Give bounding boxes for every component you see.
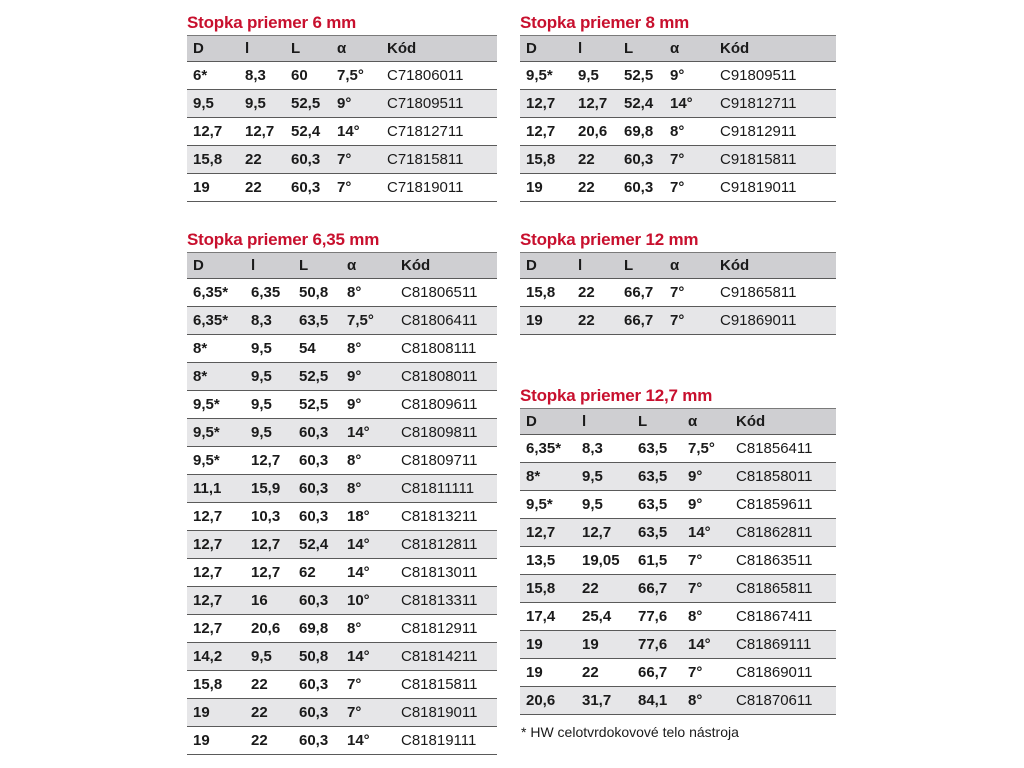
cell-l-small: 8,3: [239, 62, 285, 90]
cell-kod: C81812811: [395, 531, 497, 559]
cell-kod: C81858011: [730, 463, 836, 491]
table-row: [187, 503, 497, 531]
cell-d: 19: [520, 631, 576, 659]
cell-d: 15,8: [520, 146, 572, 174]
header-row: [187, 253, 497, 279]
cell-kod: C81867411: [730, 603, 836, 631]
cell-kod: C71819011: [381, 174, 497, 202]
cell-d: 19: [187, 699, 245, 727]
cell-l-large: 52,5: [618, 62, 664, 90]
cell-d: 8*: [520, 463, 576, 491]
cell-kod: C81819111: [395, 727, 497, 755]
cell-kod: C91869011: [714, 307, 836, 335]
data-table: [187, 252, 497, 755]
table-row: [520, 435, 836, 463]
cell-l-large: 60,3: [293, 503, 341, 531]
cell-alpha: 9°: [341, 391, 395, 419]
table-row: [520, 174, 836, 202]
cell-l-large: 60,3: [293, 727, 341, 755]
cell-l-small: 22: [239, 174, 285, 202]
cell-alpha: 9°: [664, 62, 714, 90]
cell-d: 13,5: [520, 547, 576, 575]
column-header-kod: Kód: [714, 253, 836, 279]
table-row: [187, 279, 497, 307]
column-header-kod: Kód: [395, 253, 497, 279]
cell-l-small: 12,7: [245, 447, 293, 475]
column-header-l-small: l: [576, 409, 632, 435]
table-row: [187, 475, 497, 503]
cell-l-small: 19: [576, 631, 632, 659]
cell-alpha: 7°: [664, 307, 714, 335]
cell-alpha: 8°: [682, 687, 730, 715]
cell-d: 9,5*: [187, 391, 245, 419]
data-table: [520, 408, 836, 715]
cell-kod: C91809511: [714, 62, 836, 90]
cell-d: 12,7: [187, 503, 245, 531]
cell-l-large: 60,3: [293, 671, 341, 699]
cell-l-small: 22: [572, 174, 618, 202]
table-row: [187, 62, 497, 90]
cell-l-small: 20,6: [572, 118, 618, 146]
cell-l-small: 9,5: [576, 491, 632, 519]
cell-d: 20,6: [520, 687, 576, 715]
table-row: [520, 118, 836, 146]
cell-l-small: 9,5: [245, 363, 293, 391]
cell-d: 12,7: [520, 519, 576, 547]
cell-d: 15,8: [520, 575, 576, 603]
cell-l-small: 8,3: [576, 435, 632, 463]
cell-kod: C81806411: [395, 307, 497, 335]
cell-d: 19: [520, 659, 576, 687]
table-row: [520, 575, 836, 603]
table-row: [187, 671, 497, 699]
cell-alpha: 7,5°: [341, 307, 395, 335]
cell-alpha: 8°: [341, 279, 395, 307]
table-row: [520, 463, 836, 491]
table-row: [187, 419, 497, 447]
table-row: [520, 631, 836, 659]
cell-kod: C81870611: [730, 687, 836, 715]
cell-kod: C91815811: [714, 146, 836, 174]
cell-alpha: 9°: [682, 491, 730, 519]
cell-kod: C91812911: [714, 118, 836, 146]
cell-alpha: 7°: [682, 575, 730, 603]
cell-kod: C81809611: [395, 391, 497, 419]
cell-l-large: 63,5: [632, 519, 682, 547]
cell-alpha: 7,5°: [682, 435, 730, 463]
cell-l-large: 60,3: [285, 146, 331, 174]
cell-alpha: 7°: [682, 659, 730, 687]
cell-alpha: 8°: [341, 447, 395, 475]
table-title: Stopka priemer 6,35 mm: [187, 230, 380, 249]
cell-l-large: 54: [293, 335, 341, 363]
cell-l-small: 9,5: [576, 463, 632, 491]
cell-d: 19: [520, 174, 572, 202]
cell-d: 19: [187, 727, 245, 755]
cell-kod: C81856411: [730, 435, 836, 463]
cell-l-large: 60,3: [293, 447, 341, 475]
table-block-12-7mm: [520, 386, 836, 715]
cell-kod: C81813211: [395, 503, 497, 531]
cell-kod: C81869011: [730, 659, 836, 687]
cell-alpha: 7°: [664, 146, 714, 174]
cell-l-small: 22: [572, 307, 618, 335]
table-row: [187, 146, 497, 174]
cell-alpha: 7°: [664, 174, 714, 202]
cell-l-small: 20,6: [245, 615, 293, 643]
cell-l-large: 52,4: [618, 90, 664, 118]
cell-l-small: 19,05: [576, 547, 632, 575]
cell-alpha: 9°: [682, 463, 730, 491]
cell-l-large: 66,7: [632, 575, 682, 603]
cell-l-large: 52,5: [293, 363, 341, 391]
cell-l-large: 63,5: [632, 435, 682, 463]
cell-d: 12,7: [187, 615, 245, 643]
cell-l-large: 52,5: [293, 391, 341, 419]
cell-l-large: 77,6: [632, 603, 682, 631]
cell-alpha: 8°: [664, 118, 714, 146]
cell-l-large: 62: [293, 559, 341, 587]
cell-l-small: 9,5: [245, 643, 293, 671]
table-row: [187, 118, 497, 146]
cell-l-large: 63,5: [632, 491, 682, 519]
cell-alpha: 7°: [331, 146, 381, 174]
cell-kod: C91812711: [714, 90, 836, 118]
table-row: [520, 659, 836, 687]
cell-l-small: 22: [245, 699, 293, 727]
cell-l-small: 12,7: [245, 531, 293, 559]
cell-kod: C81814211: [395, 643, 497, 671]
cell-kod: C81813011: [395, 559, 497, 587]
cell-d: 19: [520, 307, 572, 335]
cell-l-small: 22: [576, 659, 632, 687]
cell-l-small: 12,7: [239, 118, 285, 146]
cell-kod: C81869111: [730, 631, 836, 659]
cell-l-large: 69,8: [293, 615, 341, 643]
cell-l-small: 22: [245, 671, 293, 699]
table-row: [520, 687, 836, 715]
cell-d: 6*: [187, 62, 239, 90]
cell-kod: C71815811: [381, 146, 497, 174]
column-header-l-small: l: [239, 36, 285, 62]
cell-alpha: 9°: [341, 363, 395, 391]
cell-alpha: 18°: [341, 503, 395, 531]
cell-kod: C81809711: [395, 447, 497, 475]
cell-l-large: 61,5: [632, 547, 682, 575]
cell-alpha: 9°: [331, 90, 381, 118]
header-row: [520, 36, 836, 62]
cell-l-large: 60,3: [293, 587, 341, 615]
cell-l-small: 22: [572, 146, 618, 174]
table-row: [187, 699, 497, 727]
cell-d: 9,5*: [520, 62, 572, 90]
cell-d: 15,8: [520, 279, 572, 307]
table-row: [187, 643, 497, 671]
cell-kod: C71812711: [381, 118, 497, 146]
cell-kod: C81813311: [395, 587, 497, 615]
cell-kod: C81819011: [395, 699, 497, 727]
column-header-alpha: α: [341, 253, 395, 279]
cell-d: 9,5*: [187, 419, 245, 447]
cell-l-small: 15,9: [245, 475, 293, 503]
cell-alpha: 14°: [341, 559, 395, 587]
table-title: Stopka priemer 12 mm: [520, 230, 699, 249]
cell-d: 9,5: [187, 90, 239, 118]
cell-l-small: 6,35: [245, 279, 293, 307]
cell-l-large: 50,8: [293, 279, 341, 307]
cell-alpha: 10°: [341, 587, 395, 615]
cell-l-large: 60,3: [293, 475, 341, 503]
table-row: [520, 62, 836, 90]
table-row: [187, 531, 497, 559]
column-header-d: D: [520, 409, 576, 435]
cell-d: 8*: [187, 335, 245, 363]
cell-l-large: 66,7: [618, 307, 664, 335]
cell-alpha: 7,5°: [331, 62, 381, 90]
cell-alpha: 7°: [341, 671, 395, 699]
cell-kod: C81863511: [730, 547, 836, 575]
cell-d: 15,8: [187, 671, 245, 699]
table-block-6-35mm: [187, 230, 497, 755]
table-row: [187, 307, 497, 335]
cell-d: 12,7: [520, 118, 572, 146]
cell-kod: C91819011: [714, 174, 836, 202]
cell-l-small: 9,5: [572, 62, 618, 90]
data-table: [187, 35, 497, 202]
cell-d: 12,7: [187, 587, 245, 615]
column-header-alpha: α: [664, 253, 714, 279]
cell-l-small: 9,5: [239, 90, 285, 118]
column-header-l-small: l: [572, 253, 618, 279]
column-header-l-large: L: [618, 253, 664, 279]
column-header-l-small: l: [572, 36, 618, 62]
cell-d: 12,7: [187, 559, 245, 587]
cell-alpha: 14°: [331, 118, 381, 146]
table-block-8mm: [520, 13, 836, 202]
column-header-kod: Kód: [714, 36, 836, 62]
cell-alpha: 8°: [682, 603, 730, 631]
cell-l-small: 22: [572, 279, 618, 307]
column-header-alpha: α: [682, 409, 730, 435]
cell-l-large: 66,7: [632, 659, 682, 687]
column-header-d: D: [520, 253, 572, 279]
cell-l-large: 52,5: [285, 90, 331, 118]
table-row: [187, 174, 497, 202]
table-row: [187, 559, 497, 587]
cell-l-large: 60,3: [618, 174, 664, 202]
cell-l-small: 12,7: [576, 519, 632, 547]
column-header-l-large: L: [293, 253, 341, 279]
cell-l-large: 60,3: [293, 419, 341, 447]
column-header-kod: Kód: [730, 409, 836, 435]
column-header-alpha: α: [331, 36, 381, 62]
cell-l-large: 60: [285, 62, 331, 90]
table-row: [520, 90, 836, 118]
table-block-6mm: [187, 13, 497, 202]
cell-d: 17,4: [520, 603, 576, 631]
table-row: [520, 547, 836, 575]
cell-l-large: 50,8: [293, 643, 341, 671]
cell-l-large: 60,3: [285, 174, 331, 202]
cell-alpha: 14°: [341, 643, 395, 671]
data-table: [520, 35, 836, 202]
table-row: [520, 279, 836, 307]
cell-kod: C81811111: [395, 475, 497, 503]
cell-alpha: 14°: [664, 90, 714, 118]
table-row: [187, 391, 497, 419]
column-header-d: D: [187, 36, 239, 62]
cell-l-small: 25,4: [576, 603, 632, 631]
cell-l-large: 63,5: [632, 463, 682, 491]
table-row: [187, 587, 497, 615]
cell-l-small: 10,3: [245, 503, 293, 531]
cell-alpha: 7°: [341, 699, 395, 727]
cell-alpha: 7°: [682, 547, 730, 575]
table-block-12mm: [520, 230, 836, 335]
cell-d: 15,8: [187, 146, 239, 174]
cell-kod: C71806011: [381, 62, 497, 90]
cell-d: 6,35*: [187, 307, 245, 335]
cell-l-large: 63,5: [293, 307, 341, 335]
cell-l-small: 22: [245, 727, 293, 755]
column-header-l-large: L: [618, 36, 664, 62]
cell-d: 19: [187, 174, 239, 202]
table-title: Stopka priemer 12,7 mm: [520, 386, 713, 405]
column-header-l-large: L: [632, 409, 682, 435]
table-row: [187, 335, 497, 363]
cell-d: 9,5*: [187, 447, 245, 475]
cell-l-small: 9,5: [245, 419, 293, 447]
cell-d: 11,1: [187, 475, 245, 503]
cell-kod: C81809811: [395, 419, 497, 447]
column-header-l-large: L: [285, 36, 331, 62]
column-header-d: D: [520, 36, 572, 62]
cell-l-small: 12,7: [572, 90, 618, 118]
header-row: [187, 36, 497, 62]
column-header-l-small: l: [245, 253, 293, 279]
cell-alpha: 14°: [341, 419, 395, 447]
cell-d: 9,5*: [520, 491, 576, 519]
cell-l-small: 12,7: [245, 559, 293, 587]
cell-d: 6,35*: [520, 435, 576, 463]
cell-d: 12,7: [520, 90, 572, 118]
cell-d: 12,7: [187, 118, 239, 146]
cell-alpha: 14°: [682, 519, 730, 547]
table-title: Stopka priemer 6 mm: [187, 13, 357, 32]
table-row: [520, 519, 836, 547]
cell-alpha: 8°: [341, 615, 395, 643]
cell-alpha: 7°: [664, 279, 714, 307]
cell-l-large: 77,6: [632, 631, 682, 659]
column-header-alpha: α: [664, 36, 714, 62]
cell-l-large: 69,8: [618, 118, 664, 146]
cell-l-large: 52,4: [285, 118, 331, 146]
table-row: [520, 491, 836, 519]
cell-d: 6,35*: [187, 279, 245, 307]
cell-alpha: 14°: [341, 727, 395, 755]
data-table: [520, 252, 836, 335]
cell-alpha: 14°: [341, 531, 395, 559]
column-header-d: D: [187, 253, 245, 279]
table-row: [187, 447, 497, 475]
cell-kod: C81808011: [395, 363, 497, 391]
cell-alpha: 14°: [682, 631, 730, 659]
footnote: * HW celotvrdokovové telo nástroja: [521, 724, 739, 740]
table-row: [520, 603, 836, 631]
cell-kod: C81806511: [395, 279, 497, 307]
cell-l-large: 52,4: [293, 531, 341, 559]
cell-l-small: 16: [245, 587, 293, 615]
table-row: [187, 615, 497, 643]
cell-l-small: 22: [239, 146, 285, 174]
cell-kod: C71809511: [381, 90, 497, 118]
cell-l-large: 66,7: [618, 279, 664, 307]
cell-l-large: 60,3: [618, 146, 664, 174]
table-row: [187, 363, 497, 391]
cell-l-large: 84,1: [632, 687, 682, 715]
cell-kod: C81865811: [730, 575, 836, 603]
cell-kod: C81815811: [395, 671, 497, 699]
cell-d: 14,2: [187, 643, 245, 671]
cell-d: 12,7: [187, 531, 245, 559]
table-row: [520, 146, 836, 174]
cell-l-small: 22: [576, 575, 632, 603]
cell-kod: C91865811: [714, 279, 836, 307]
header-row: [520, 253, 836, 279]
table-row: [187, 90, 497, 118]
cell-l-small: 9,5: [245, 335, 293, 363]
cell-kod: C81862811: [730, 519, 836, 547]
cell-l-small: 9,5: [245, 391, 293, 419]
cell-kod: C81859611: [730, 491, 836, 519]
cell-d: 8*: [187, 363, 245, 391]
table-row: [187, 727, 497, 755]
cell-alpha: 7°: [331, 174, 381, 202]
column-header-kod: Kód: [381, 36, 497, 62]
cell-alpha: 8°: [341, 475, 395, 503]
header-row: [520, 409, 836, 435]
cell-kod: C81812911: [395, 615, 497, 643]
cell-l-small: 8,3: [245, 307, 293, 335]
cell-alpha: 8°: [341, 335, 395, 363]
table-title: Stopka priemer 8 mm: [520, 13, 690, 32]
cell-l-large: 60,3: [293, 699, 341, 727]
cell-kod: C81808111: [395, 335, 497, 363]
cell-l-small: 31,7: [576, 687, 632, 715]
table-row: [520, 307, 836, 335]
